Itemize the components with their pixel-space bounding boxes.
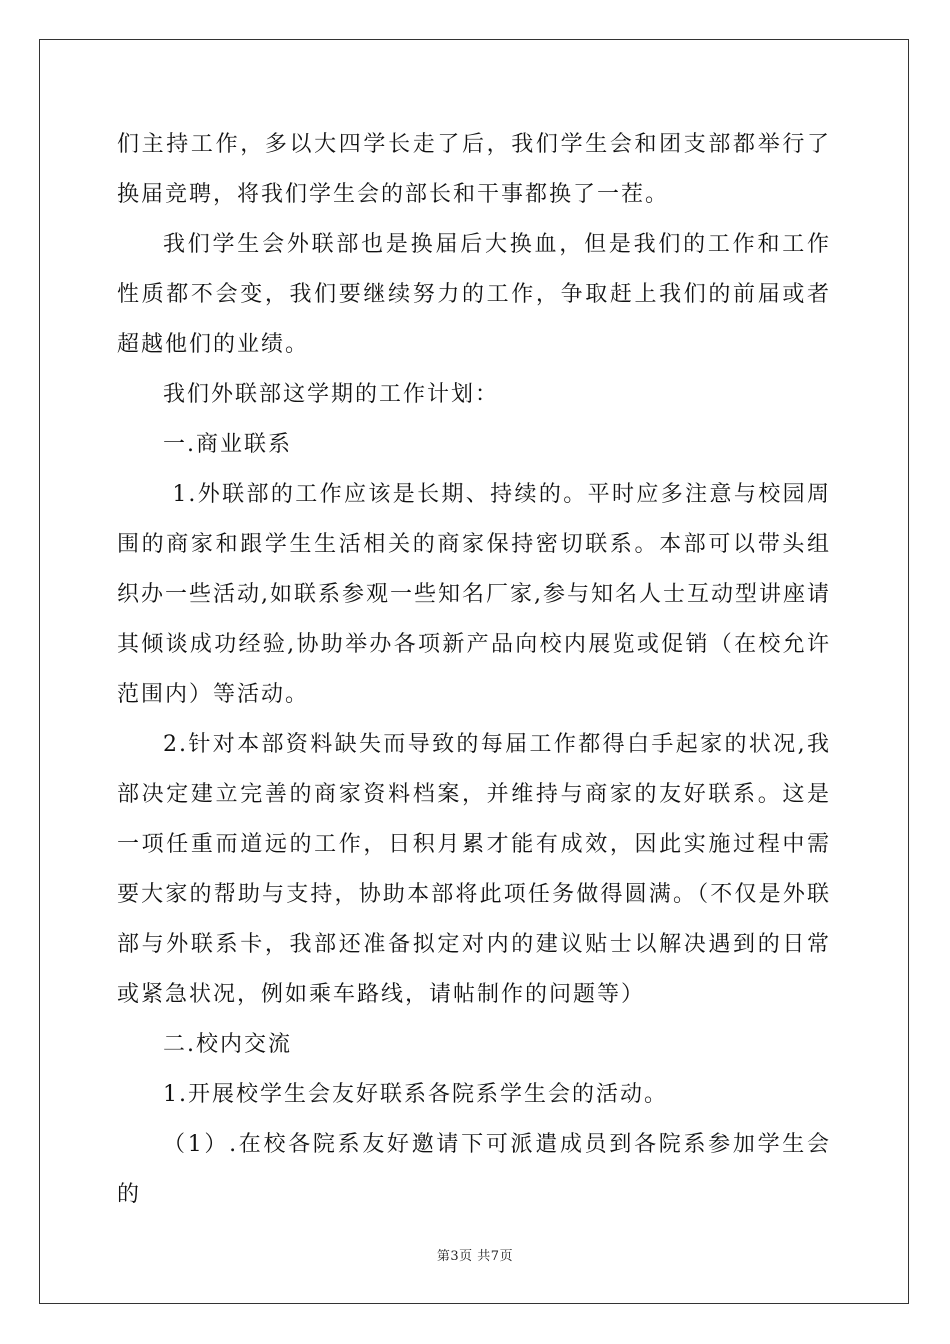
document-body [117, 120, 831, 1220]
paragraph-item-1: 1.外联部的工作应该是长期、持续的。平时应多注意与校园周围的商家和跟学生生活相关的商家保持密切联系。本部可以带头组织办一些活动,如联系参观一些知名厂家,参与知名人士互动型讲座请其倾谈成功经验,协助举办各项新产品向校内展览或促销（在校允许范围内）等活动。 [117, 482, 831, 707]
section-heading-campus: 二.校内交流 [163, 1032, 292, 1057]
paragraph-item-2: 2.针对本部资料缺失而导致的每届工作都得白手起家的状况,我部决定建立完善的商家资料档案，并维持与商家的友好联系。这是一项任重而道远的工作，日积月累才能有成效，因此实施过程中需要大家的帮助与支持，协助本部将此项任务做得圆满。（不仅是外联部与外联系卡，我部还准备拟定对内的建议贴士以解决遇到的日常或紧急状况，例如乘车路线，请帖制作的问题等） [117, 732, 831, 1007]
section-heading-business: 一.商业联系 [163, 432, 292, 457]
paragraph-department-renewal: 我们学生会外联部也是换届后大换血，但是我们的工作和工作性质都不会变，我们要继续努力的工作，争取赶上我们的前届或者超越他们的业绩。 [117, 232, 831, 357]
paragraph-continuation: 们主持工作，多以大四学长走了后，我们学生会和团支部都举行了换届竞聘，将我们学生会的部长和干事都换了一茬。 [117, 132, 831, 207]
paragraph-campus-item-1: 1.开展校学生会友好联系各院系学生会的活动。 [163, 1082, 668, 1107]
paragraph-campus-subitem-1: （1）.在校各院系友好邀请下可派遣成员到各院系参加学生会的 [117, 1132, 831, 1207]
page-number: 第3页 共7页 [436, 1249, 514, 1264]
paragraph-plan-intro: 我们外联部这学期的工作计划： [163, 382, 500, 407]
